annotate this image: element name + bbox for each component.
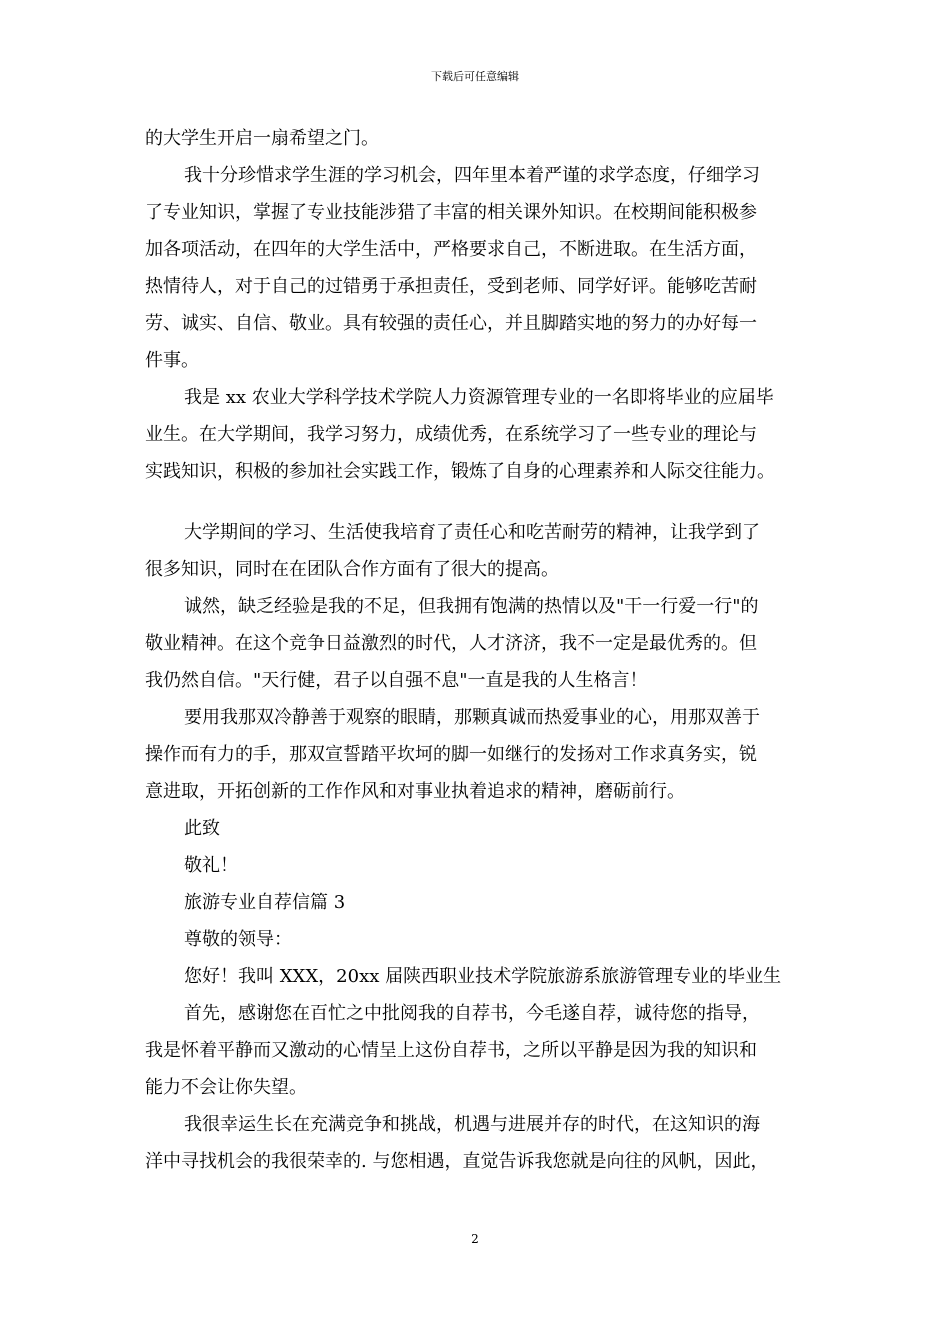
text-line: 我是 xx 农业大学科学技术学院人力资源管理专业的一名即将毕业的应届毕	[184, 387, 774, 408]
section-title: 旅游专业自荐信篇 3	[184, 892, 346, 913]
text-line: 意进取，开拓创新的工作作风和对事业执着追求的精神，磨砺前行。	[145, 781, 685, 802]
text-line: 件事。	[145, 350, 199, 371]
text-line: 业生。在大学期间，我学习努力，成绩优秀，在系统学习了一些专业的理论与	[145, 424, 757, 445]
text-line: 我仍然自信。"天行健，君子以自强不息"一直是我的人生格言！	[145, 670, 648, 691]
text-line: 我很幸运生长在充满竞争和挑战，机遇与进展并存的时代，在这知识的海	[184, 1114, 760, 1135]
document-body	[145, 120, 825, 1180]
text-line: 我是怀着平静而又激动的心情呈上这份自荐书，之所以平静是因为我的知识和	[145, 1040, 757, 1061]
text-line: 我十分珍惜求学生涯的学习机会，四年里本着严谨的求学态度，仔细学习	[184, 165, 760, 186]
text-line: 了专业知识，掌握了专业技能涉猎了丰富的相关课外知识。在校期间能积极参	[145, 202, 757, 223]
text-line: 加各项活动，在四年的大学生活中，严格要求自己，不断进取。在生活方面，	[145, 239, 757, 260]
text-line: 敬业精神。在这个竞争日益激烈的时代，人才济济，我不一定是最优秀的。但	[145, 633, 757, 654]
closing-line: 此致	[184, 818, 220, 839]
text-line: 您好！我叫 XXX，20xx 届陕西职业技术学院旅游系旅游管理专业的毕业生	[184, 966, 782, 987]
text-line: 劳、诚实、自信、敬业。具有较强的责任心，并且脚踏实地的努力的办好每一	[145, 313, 757, 334]
text-line: 操作而有力的手，那双宣誓踏平坎坷的脚一如继行的发扬对工作求真务实，锐	[145, 744, 757, 765]
paragraph-gap	[145, 490, 825, 514]
text-line: 首先，感谢您在百忙之中批阅我的自荐书，今毛遂自荐，诚待您的指导，	[184, 1003, 760, 1024]
page-number: 2	[471, 1232, 479, 1246]
salutation-line: 敬礼！	[184, 855, 238, 876]
text-line: 要用我那双冷静善于观察的眼睛，那颗真诚而热爱事业的心，用那双善于	[184, 707, 760, 728]
text-line: 诚然，缺乏经验是我的不足，但我拥有饱满的热情以及"干一行爱一行"的	[184, 596, 759, 617]
text-line: 洋中寻找机会的我很荣幸的. 与您相遇，直觉告诉我您就是向往的风帆，因此，	[145, 1151, 769, 1172]
text-line: 大学期间的学习、生活使我培育了责任心和吃苦耐劳的精神，让我学到了	[184, 522, 760, 543]
greeting-line: 尊敬的领导：	[184, 929, 292, 950]
text-line: 实践知识，积极的参加社会实践工作，锻炼了自身的心理素养和人际交往能力。	[145, 461, 775, 482]
text-line: 能力不会让你失望。	[145, 1077, 307, 1098]
text-line: 很多知识，同时在在团队合作方面有了很大的提高。	[145, 559, 559, 580]
text-line: 热情待人，对于自己的过错勇于承担责任，受到老师、同学好评。能够吃苦耐	[145, 276, 757, 297]
text-line: 的大学生开启一扇希望之门。	[145, 128, 379, 149]
page-header: 下载后可任意编辑	[431, 70, 519, 83]
